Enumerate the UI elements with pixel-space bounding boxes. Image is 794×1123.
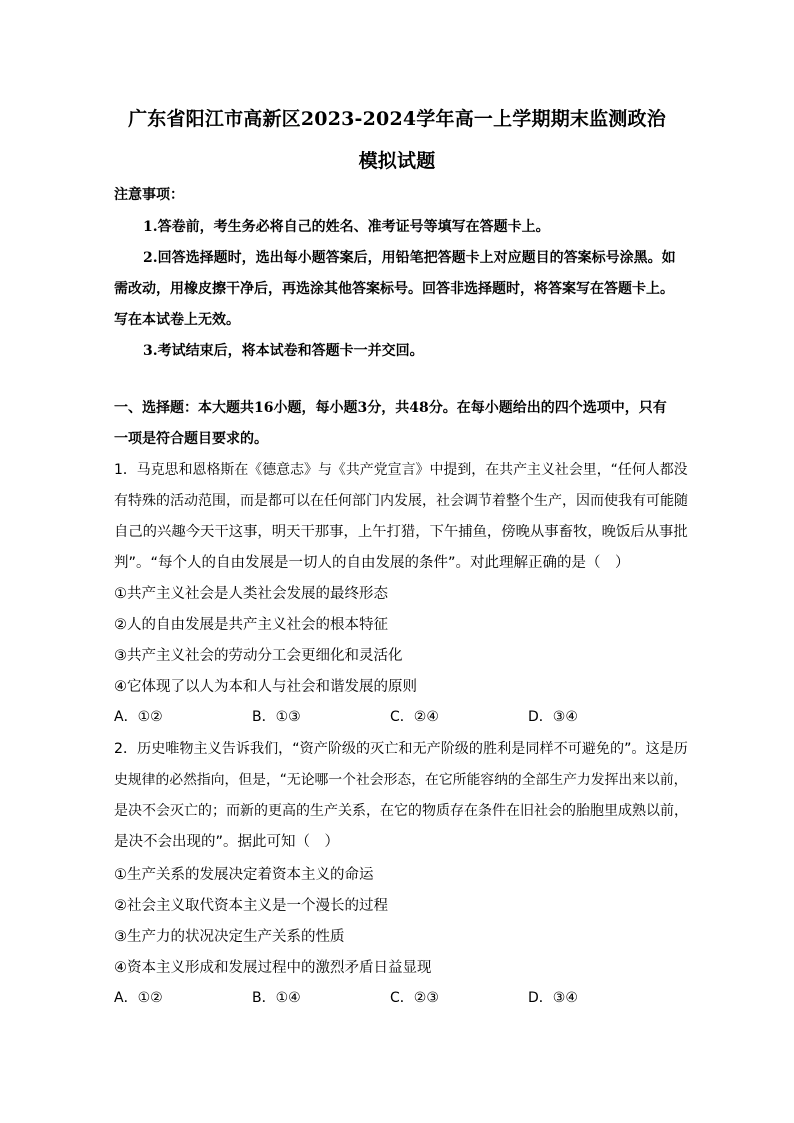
question-1-statement-1: ①共产主义社会是人类社会发展的最终形态: [114, 586, 388, 602]
question-1-option-b[interactable]: B．①③: [252, 709, 301, 725]
question-2-stem: 史规律的必然指向，但是，“无论哪一个社会形态，在它所能容纳的全部生产力发挥出来以前，: [114, 772, 688, 788]
exam-title-line2: 模拟试题: [358, 150, 436, 172]
question-2-option-d[interactable]: D．③④: [528, 990, 578, 1006]
question-2-option-c[interactable]: C．②③: [390, 990, 439, 1006]
notice-item-1: 1.答卷前，考生务必将自己的姓名、准考证号等填写在答题卡上。: [143, 219, 550, 235]
question-1-option-d[interactable]: D．③④: [528, 709, 578, 725]
question-2-option-a[interactable]: A．①②: [114, 990, 163, 1006]
question-2-stem: 是决不会出现的”。据此可知（ ）: [114, 834, 340, 850]
notice-item-2-cont: 写在本试卷上无效。: [114, 312, 240, 328]
question-2-stem: 是决不会灭亡的；而新的更高的生产关系，在它的物质存在条件在旧社会的胎胞里成熟以前，: [114, 803, 688, 819]
question-1-options: [114, 707, 674, 727]
question-2-statement-3: ③生产力的状况决定生产关系的性质: [114, 929, 345, 945]
question-1-statement-2: ②人的自由发展是共产主义社会的根本特征: [114, 617, 388, 633]
question-1-stem: 自己的兴趣今天干这事，明天干那事，上午打猎，下午捕鱼，傍晚从事畜牧，晚饭后从事批: [114, 524, 688, 540]
question-1-stem: 有特殊的活动范围，而是都可以在任何部门内发展，社会调节着整个生产，因而使我有可能随: [114, 493, 688, 509]
question-2-option-b[interactable]: B．①④: [252, 990, 301, 1006]
notice-item-3: 3.考试结束后，将本试卷和答题卡一并交回。: [143, 343, 424, 359]
question-2-options: [114, 988, 674, 1008]
question-1-stem: 判”。“每个人的自由发展是一切人的自由发展的条件”。对此理解正确的是（ ）: [114, 555, 630, 571]
question-2-stem: 2．历史唯物主义告诉我们，“资产阶级的灭亡和无产阶级的胜利是同样不可避免的”。这是历: [114, 741, 688, 757]
question-1-statement-3: ③共产主义社会的劳动分工会更细化和灵活化: [114, 648, 403, 664]
notice-item-2: 2.回答选择题时，选出每小题答案后，用铅笔把答题卡上对应题目的答案标号涂黑。如: [143, 250, 676, 266]
notice-item-2-cont: 需改动，用橡皮擦干净后，再选涂其他答案标号。回答非选择题时，将答案写在答题卡上。: [114, 281, 674, 297]
section-1-heading-cont: 一项是符合题目要求的。: [114, 431, 268, 447]
question-1-statement-4: ④它体现了以人为本和人与社会和谐发展的原则: [114, 679, 417, 695]
notice-heading: 注意事项：: [114, 187, 184, 203]
section-1-heading: 一、选择题：本大题共16小题，每小题3分，共48分。在每小题给出的四个选项中，只有: [114, 400, 667, 416]
question-1-option-a[interactable]: A．①②: [114, 709, 163, 725]
exam-title-line1: 广东省阳江市高新区2023-2024学年高一上学期期末监测政治: [128, 108, 666, 130]
question-2-statement-4: ④资本主义形成和发展过程中的激烈矛盾日益显现: [114, 960, 432, 976]
question-2-statement-1: ①生产关系的发展决定着资本主义的命运: [114, 867, 374, 883]
question-1-option-c[interactable]: C．②④: [390, 709, 439, 725]
question-2-statement-2: ②社会主义取代资本主义是一个漫长的过程: [114, 898, 388, 914]
question-1-stem: 1．马克思和恩格斯在《德意志》与《共产党宣言》中提到，在共产主义社会里，“任何人都没: [114, 462, 688, 478]
